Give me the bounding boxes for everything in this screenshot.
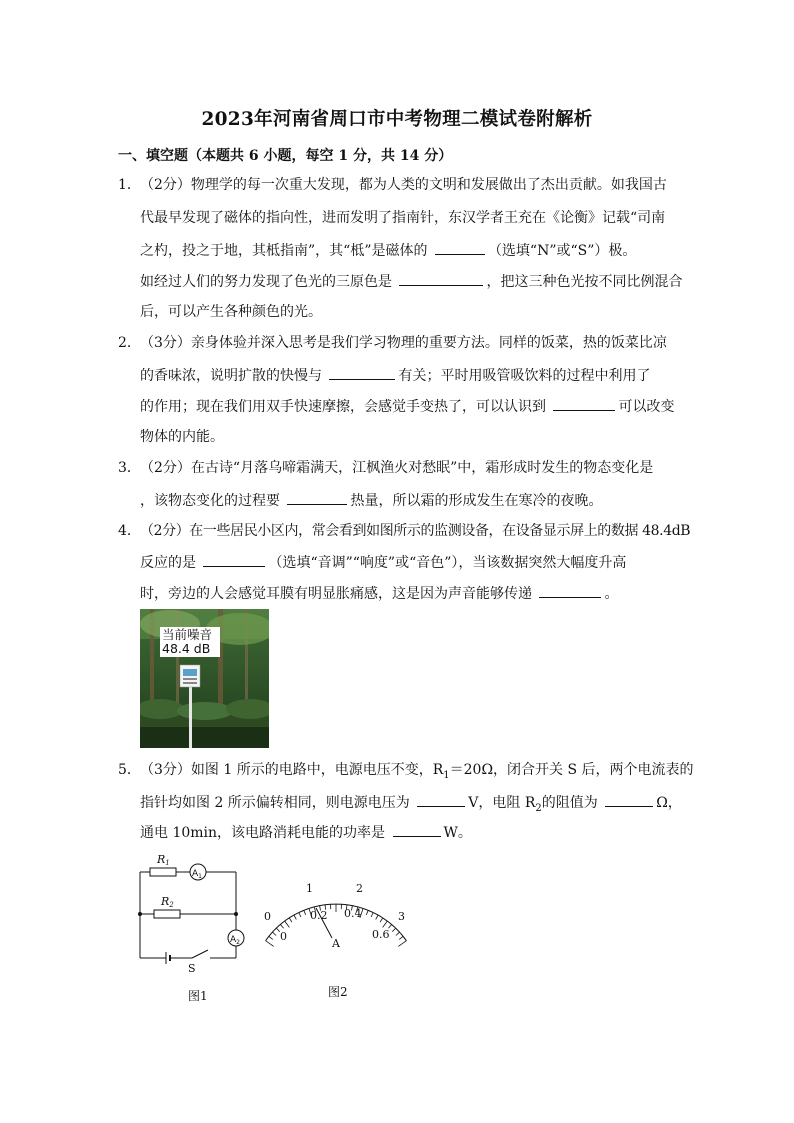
question-text (140, 365, 650, 386)
question-text: （2分）在古诗“月落乌啼霜满天，江枫渔火对愁眠”中，霜形成时发生的物态变化是 (140, 460, 654, 476)
question-text: （2分）物理学的每一次重大发现，都为人类的文明和发展做出了杰出贡献。如我国古 (140, 177, 667, 193)
question-number: 3． (118, 460, 141, 476)
text-segment: （3分）如图 1 所示的电路中，电源电压不变，R (140, 762, 444, 778)
dial-tick (289, 918, 292, 922)
dial-tick (294, 915, 296, 919)
dial-bottom-label: 0 (280, 930, 287, 943)
ammeter-dial (258, 872, 418, 1002)
answer-blank[interactable] (203, 552, 265, 567)
answer-blank[interactable] (393, 822, 441, 837)
answer-blank[interactable] (539, 583, 601, 598)
answer-blank[interactable] (435, 240, 485, 255)
label-r1: R1 (157, 853, 170, 867)
question-text: 物体的内能。 (140, 429, 224, 445)
question-text (140, 490, 602, 511)
dial-tick (266, 941, 274, 947)
resistor-r1 (150, 868, 176, 876)
text-segment: Ω， (656, 795, 682, 811)
question-text (140, 760, 694, 786)
dial-tick (280, 924, 283, 928)
dial-tick (285, 921, 290, 927)
dial-top-label: 1 (306, 882, 313, 895)
text-segment: 反应的是 (140, 555, 196, 571)
question-text (140, 271, 682, 292)
text-segment: 。 (604, 586, 619, 602)
label-switch: S (188, 962, 196, 975)
text-segment: 的香味浓，说明扩散的快慢与 (140, 368, 322, 384)
dial-tick (299, 913, 301, 918)
dial-tick (371, 913, 373, 918)
question-text: （3分）亲身体验并深入思考是我们学习物理的重要方法。同样的饭菜，热的饭菜比凉 (140, 335, 667, 351)
question-text (140, 240, 636, 261)
question-number: 2． (118, 335, 141, 351)
text-segment: 的阻值为 (541, 795, 598, 811)
label-a2: $A_2$ (230, 935, 240, 946)
question-text (140, 583, 618, 604)
question-text (140, 792, 682, 819)
question-number: 1． (118, 177, 141, 193)
page-title: 2023年河南省周口市中考物理二模试卷附解析 (201, 109, 593, 130)
dial-tick (380, 918, 383, 922)
text-segment: 的作用；现在我们用双手快速摩擦，会感觉手变热了，可以认识到 (140, 399, 546, 415)
question-text: （2分）在一些居民小区内，常会看到如图所示的监测设备，在设备显示屏上的数据 48.4dB (140, 523, 691, 539)
question-text: 后，可以产生各种颜色的光。 (140, 304, 322, 320)
figure-2-caption: 图2 (328, 985, 348, 999)
dial-tick (399, 936, 403, 939)
sign-label: 当前噪音 (162, 627, 213, 642)
label-a1: $A_1$ (192, 869, 202, 880)
dial-tick (396, 932, 400, 935)
text-segment: 指针均如图 2 所示偏转相同，则电源电压为 (140, 795, 410, 811)
dial-tick (376, 915, 378, 919)
switch-s (192, 950, 208, 958)
text-segment: ，把这三种色光按不同比例混合 (486, 274, 683, 290)
dial-top-label: 3 (398, 910, 405, 923)
text-segment: 如经过人们的努力发现了色光的三原色是 (140, 274, 392, 290)
text-segment: 之杓，投之于地，其柢指南”，其“柢”是磁体的 (140, 243, 428, 259)
text-segment: 热量，所以霜的形成发生在寒冷的夜晚。 (350, 493, 603, 509)
dial-tick (366, 910, 368, 915)
text-segment: W。 (443, 825, 472, 841)
answer-blank[interactable] (399, 271, 483, 286)
dial-tick (398, 941, 406, 947)
dial-bottom-label: 0.4 (344, 907, 362, 920)
dial-tick (383, 921, 388, 927)
answer-blank[interactable] (329, 365, 395, 380)
question-text: 代最早发现了磁体的指向性，进而发明了指南针，东汉学者王充在《论衡》记载“司南 (140, 210, 666, 226)
figure-1-caption: 图1 (188, 989, 208, 1003)
answer-blank[interactable] (287, 490, 347, 505)
text-segment: 时，旁边的人会感觉耳膜有明显胀痛感，这是因为声音能够传递 (140, 586, 532, 602)
answer-blank[interactable] (553, 396, 615, 411)
dial-tick (304, 910, 306, 915)
dial-tick (392, 928, 395, 932)
text-segment: ，该物态变化的过程要 (140, 493, 280, 509)
dial-bottom-label: 0.6 (372, 928, 390, 941)
text-segment: ＝20Ω，闭合开关 S 后，两个电流表的 (449, 762, 694, 778)
question-text (140, 552, 626, 573)
dial-bottom-label: 0.2 (310, 909, 328, 922)
text-segment: （选填“音调”“响度”或“音色”），当该数据突然大幅度升高 (268, 555, 627, 571)
dial-tick (272, 932, 276, 935)
question-text (140, 396, 674, 417)
text-segment: 通电 10min，该电路消耗电能的功率是 (140, 825, 386, 841)
text-segment: V，电阻 R (468, 795, 536, 811)
dial-pointer-label: A (332, 937, 340, 950)
circuit-diagram (130, 848, 250, 1008)
text-segment: （选填“N”或“S”）极。 (487, 243, 637, 259)
label-r2: R2 (161, 895, 174, 909)
section-heading: 一、填空题（本题共 6 小题，每空 1 分，共 14 分） (118, 148, 453, 164)
question-number: 4． (118, 523, 141, 539)
dial-tick (269, 936, 273, 939)
resistor-r2 (154, 910, 180, 918)
answer-blank[interactable] (417, 792, 465, 807)
dial-top-label: 0 (264, 910, 271, 923)
dial-top-label: 2 (356, 882, 363, 895)
text-segment: 有关；平时用吸管吸饮料的过程中利用了 (398, 368, 651, 384)
question-number: 5． (118, 762, 141, 778)
sign-value: 48.4 dB (162, 641, 211, 656)
subscript: 2 (535, 802, 542, 814)
answer-blank[interactable] (605, 792, 653, 807)
question-text (140, 822, 472, 843)
text-segment: 可以改变 (618, 399, 675, 415)
subscript: 1 (443, 769, 450, 781)
noise-display-sign (160, 627, 220, 657)
